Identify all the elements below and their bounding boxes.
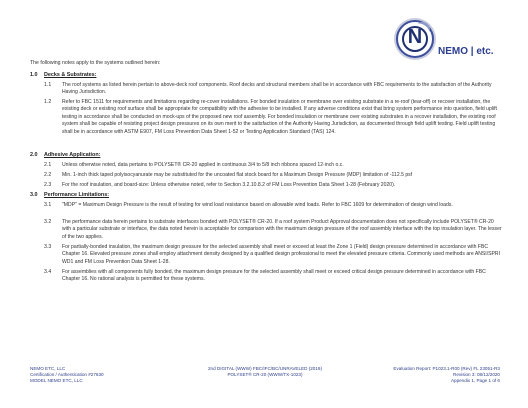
note-number: 1.1 (44, 82, 52, 88)
section-number: 3.0 (30, 192, 38, 198)
logo-wordmark: NEMO | etc. (438, 46, 494, 57)
note-text: For assemblies with all components fully bonded, the maximum design pressure for the selected assembly shall meet or exceed critical design pressure determined in accordance with FBC Chapter 16. No rational analysis is permitted for these systems. (62, 269, 486, 283)
note-text: "MDP" = Maximum Design Pressure is the result of testing for wind load resistance based on allowable wind loads. Refer to FBC 1609 for determination of design wind loads. (62, 202, 453, 208)
note-number: 1.2 (44, 99, 52, 105)
section-number: 1.0 (30, 72, 38, 78)
footer-report: Evaluation Report: P1023.1-R00 (Rev) FL 23051-R3 (393, 366, 500, 371)
footer-product: POLYSET® CR-20 (WWW/TX-1023) (227, 372, 303, 378)
footer-standard: 2nd DIGITAL (WWW) FBC/IFC/BC/UNRAVELED (2019) (207, 366, 322, 371)
logo-letter: N (407, 26, 423, 48)
footer-middle (170, 366, 360, 378)
section-number: 2.0 (30, 152, 38, 158)
note-text: For the roof insulation, and board-size: Unless otherwise noted, refer to Section 3.2.10.8.2 of FM Loss Prevention Data Sheet 1-28 (February 2020). (62, 182, 396, 188)
note-text: Refer to FBC 1511 for requirements and limitations regarding re-cover installations. For bonded insulation or membrane over existing substrate in a re-roof (tear-off) or recover installation, the existing deck or existing roof surface shall be appropriate for compatibility with the adhesive to be installed. If any adverse conditions exist that bring system performance into question, field uplift testing in accordance shall be conducted on mock-ups of the proposed new roof assembly. For bonded insulation or membrane over existing substrates in a recover installation, the existing roof system shall be capable of resisting project design pressures on its own merit to the satisfaction of the Authority Having Jurisdiction, as documented through field uplift testing. Field uplift testing shall be in accordance with ASTM E907, FM Loss Prevention Data Sheet 1-52 or Testing Application Standard (TAS) 124. (62, 99, 497, 135)
footer-left (30, 366, 170, 385)
section-title: Performance Limitations: (44, 192, 110, 198)
intro-text: The following notes apply to the systems outlined herein: (30, 60, 161, 66)
footer-revision: Revision 3: 08/12/2020 (453, 372, 500, 378)
note-text: Min. 1-inch thick taped polyisocyanurate may be substituted for the uncoated flat stock board for a Maximum Design Pressure (MDP) limitation of -112.5 psf (62, 172, 413, 178)
section-title: Adhesive Application: (44, 152, 101, 158)
note-number: 3.4 (44, 269, 52, 275)
note-number: 2.1 (44, 162, 52, 168)
company-logo (396, 20, 524, 64)
footer-certification: Certification / Authentication #27630 (30, 372, 104, 378)
note-number: 3.1 (44, 202, 52, 208)
footer-page: Appendix 1, Page 1 of 6 (450, 378, 500, 384)
note-text: The roof systems as listed herein pertain to above-deck roof components. Roof decks and structural members shall be in accordance with FBC requirements to the satisfaction of the Authority Having Jurisdiction. (62, 82, 492, 96)
note-text: Unless otherwise noted, data pertains to POLYSET® CR-20 applied in continuous 3/4 to 5/8 inch ribbons spaced 12-inch o.c. (62, 162, 344, 168)
footer-model: MODEL NEMO ETC, LLC (30, 378, 83, 384)
footer-company: NEMO ETC, LLC (30, 366, 66, 371)
note-text: For partially-bonded insulation, the maximum design pressure for the selected assembly shall meet or exceed at least the Zone 1 (Field) design pressure determined in accordance with FBC Chapter 16. Elevated pressure zones shall employ attachment density designed by a qualified design professional to meet the elevated pressure criteria. Commonly used methods are ANSI/SPRI WD1 and FM Loss Prevention Data Sheet 1-28. (62, 244, 501, 265)
note-text: The performance data herein pertains to substrate interfaces bonded with POLYSET® CR-20. If a roof system Product Approval documentation does not specifically include POLYSET® CR-20 with a particular substrate or interface, the data noted herein is acceptable for comparison with the maximum design pressure of the roof assembly interface with the top insulation layer. The lesser of the two applies. (62, 219, 502, 240)
note-number: 2.2 (44, 172, 52, 178)
note-number: 3.3 (44, 244, 52, 250)
note-number: 2.3 (44, 182, 52, 188)
section-title: Decks & Substrates: (44, 72, 97, 78)
footer-right (360, 366, 500, 385)
note-number: 3.2 (44, 219, 52, 225)
